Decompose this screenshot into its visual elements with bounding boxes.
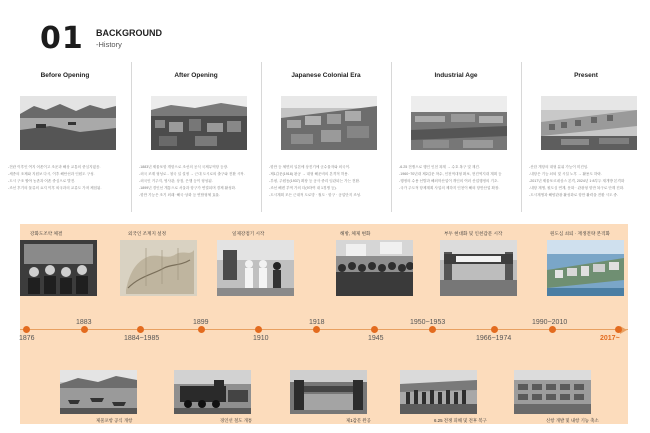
era-desc-line: -외국인 거주지, 영사관, 상점, 은행 등이 형성됨. — [139, 179, 213, 183]
era-desc-line: -제1갑문(1918) 완공 → 대형 해운비의 본격적 허용. — [269, 172, 349, 176]
era-desc-line: -조선 후기의 물류의 요지 이후 외국과의 교류도 가져 체험됨. — [8, 186, 102, 190]
timeline-year: 1876 — [19, 335, 35, 342]
event-label: 일제강점기 시작 — [232, 231, 265, 236]
timeline-marker — [137, 326, 144, 333]
event-label: 외국인 조계지 설정 — [128, 231, 167, 236]
era-industrial-age — [393, 62, 519, 222]
era-desc-line: -조선 해변 부역 가의 더(9하여 내 1경쟁 등). — [269, 186, 337, 190]
timeline-year: 1884~1985 — [124, 335, 160, 342]
era-description — [399, 164, 517, 192]
era-divider — [131, 62, 132, 212]
era-photo-modern-port — [541, 96, 637, 150]
event-label: 강화도조약 체결 — [30, 231, 63, 236]
timeline-year: 1899 — [193, 319, 209, 326]
era-desc-line: -2017년 제물포르네상스 본격, 2024년 1·8부두 재개방 본격화 — [529, 179, 625, 183]
era-description — [529, 164, 647, 199]
era-desc-line: -항만 등 체면의 일본에 상진기에 군수물자와 외국이. — [269, 165, 351, 169]
era-desc-line: -외국 조계 형성로 - 청국 일 설정 → 근대 도시로의 출구와 전환 시작. — [139, 172, 245, 176]
era-desc-line: -내항은 기능 쇠퇴 및 시설 노후 → 활용도 하락. — [529, 172, 602, 176]
timeline-marker — [81, 326, 88, 333]
timeline-year: 1966~1974 — [476, 335, 512, 342]
event-label: 원도심 쇠퇴 · 재생전략 본격화 — [550, 231, 610, 236]
era-desc-line: -6.25 전쟁으로 행인 인천 복계 → 수호 복구 및 재건. — [399, 165, 480, 169]
event-photo-aerial-redevelopment — [547, 240, 624, 296]
timeline-year: 1945 — [368, 335, 384, 342]
section-subtitle: -History — [96, 40, 122, 49]
timeline-year: 2017~ — [600, 335, 620, 342]
event-caption: 제1갑문 완공 — [346, 418, 371, 423]
era-desc-line: -1899년 경인선 개통으로 서울과 항구가 연결되며 경제 활성화. — [139, 186, 237, 190]
era-desc-line: -산한 개항의 대형 분위 가능이 미진임. — [529, 165, 589, 169]
era-after-opening — [133, 62, 259, 222]
timeline-marker — [615, 326, 622, 333]
era-desc-line: -1883년 제물포항 개항으로 조선의 공식 국제무역항 등장. — [139, 165, 229, 169]
era-desc-line: -항만 기능은 조기 외래 ·해국·상화 등 연합형체 효율. — [139, 193, 221, 197]
event-photo-lock-gate — [440, 240, 517, 296]
era-title: Japanese Colonial Era — [291, 72, 361, 79]
timeline-marker — [371, 326, 378, 333]
era-divider — [261, 62, 262, 212]
era-title: After Opening — [174, 72, 218, 79]
timeline-year: 1990~2010 — [532, 319, 568, 326]
era-desc-line: -부평, 주원동(1937) 확장 등 공사 중리 임관되는 가는 전환. — [269, 179, 360, 183]
era-before-opening — [2, 62, 128, 222]
timeline-marker — [23, 326, 30, 333]
event-caption: 6.25 전쟁 피해 및 전후 복구 — [434, 418, 487, 423]
timeline-year: 1910 — [253, 335, 269, 342]
era-divider — [521, 62, 522, 212]
timeline-marker — [198, 326, 205, 333]
event-photo-colonial-officials — [217, 240, 294, 296]
era-desc-line: -도시재생과 해양관광 활성화로 항만 활력을 전환 시도 중. — [529, 193, 619, 197]
era-desc-line: -1960~70년대 제2갑문 착수, 인천역대형 확보, 현진역지대 계획 등 — [399, 172, 502, 176]
timeline-band — [20, 224, 628, 424]
era-desc-line: -내항 재생, 원도심 연계, 문화 · 관광형 항만 복구로 단계 진화. — [529, 186, 625, 190]
timeline-year: 1918 — [309, 319, 325, 326]
event-caption: 신항 개발 및 내항 기능 축소 — [546, 418, 599, 423]
event-caption: 제물포항 공식 개항 — [96, 418, 133, 423]
era-desc-line: -세종의 조제와 지원보 다시, 이후 해안선과 인원도 구성. — [8, 172, 95, 176]
era-photo-colonial-city — [281, 96, 377, 150]
era-photo-harbor-village — [20, 96, 116, 150]
section-title: BACKGROUND — [96, 28, 162, 38]
section-number: 01 — [40, 21, 84, 56]
timeline-marker — [255, 326, 262, 333]
era-title: Present — [574, 72, 598, 79]
event-caption: 경인선 철도 개통 — [220, 418, 253, 423]
timeline-marker — [313, 326, 320, 333]
era-columns — [0, 62, 650, 222]
era-description — [139, 164, 257, 199]
timeline-marker — [491, 326, 498, 333]
event-label: 해방, 체제 변화 — [340, 231, 371, 236]
timeline-year: 1950~1953 — [410, 319, 446, 326]
era-present — [523, 62, 649, 222]
timeline-axis — [20, 329, 628, 330]
era-photo-port-town — [151, 96, 247, 150]
era-desc-line: -도시 구조 할야 농촌과 어촌 중심으로 발전. — [8, 179, 76, 183]
event-photo-concession-map — [120, 240, 197, 296]
era-desc-line: -국가 주도적 항제계획 사업의 제하지 인천이 해외 항만산업 확장. — [399, 186, 500, 190]
era-desc-line: -전란 이후인 여지 어촌이고 조운과 해상 교통의 중심지였음. — [8, 165, 101, 169]
timeline-marker — [549, 326, 556, 333]
era-desc-line: -행정의 수용 선발과 해외학산업이 개인의 여러 산업행정의 기초. — [399, 179, 499, 183]
event-photo-liberation-crowd — [336, 240, 413, 296]
era-description — [8, 164, 126, 192]
event-label: 부두 현대화 및 인천갑문 시작 — [444, 231, 503, 236]
era-desc-line: -도시계획 모든 근대적 도로망 · 철도 · 항구 · 공업단지 조성. — [269, 193, 362, 197]
timeline-year: 1883 — [76, 319, 92, 326]
era-title: Before Opening — [40, 72, 90, 79]
era-description — [269, 164, 387, 199]
era-divider — [391, 62, 392, 212]
era-japanese-colonial — [263, 62, 389, 222]
era-photo-industrial-port — [411, 96, 507, 150]
era-title: Industrial Age — [434, 72, 478, 79]
event-photo-treaty-meeting — [20, 240, 97, 296]
timeline-marker — [429, 326, 436, 333]
